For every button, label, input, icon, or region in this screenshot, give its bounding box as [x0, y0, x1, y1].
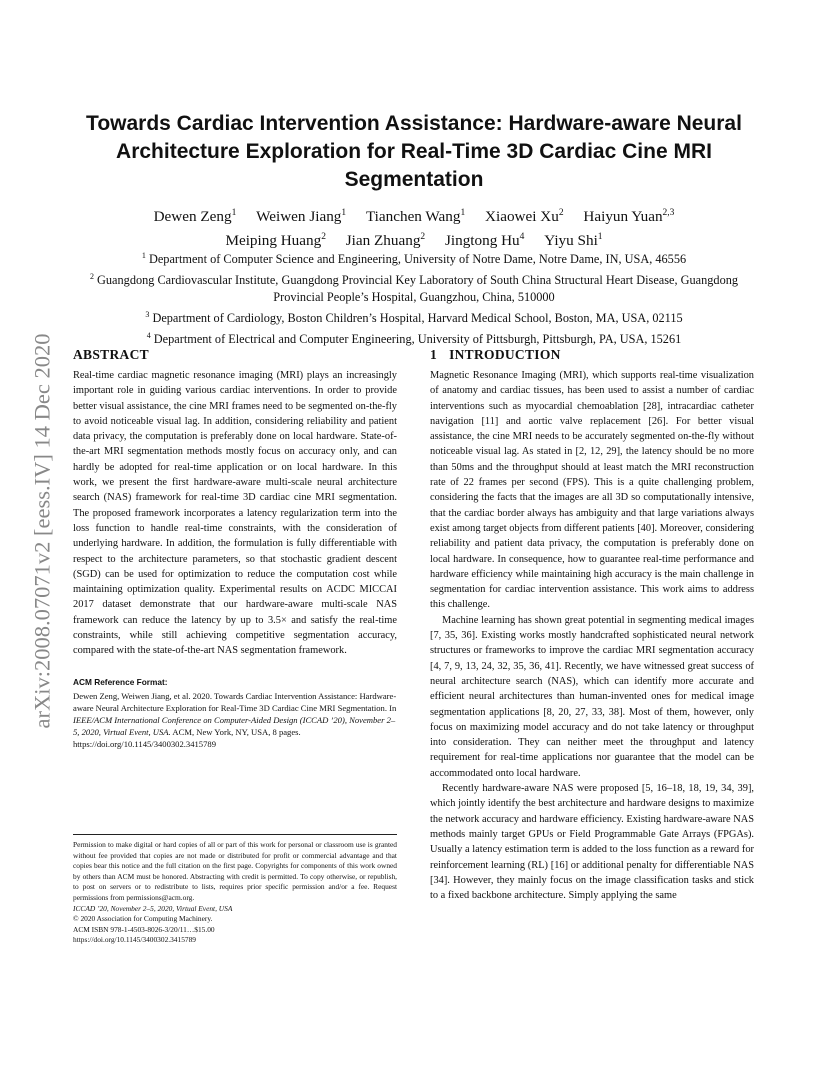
- affiliation: $^4$ Department of Electrical and Computer Engineering, University of Pittsburgh, Pittsburgh, PA, USA, 15261: [146, 331, 682, 347]
- author: Jian Zhuang$^2$: [345, 232, 426, 250]
- author: Haiyun Yuan$^{2,3}$: [583, 208, 675, 226]
- doi-line: https://doi.org/10.1145/3400302.3415789: [73, 935, 196, 945]
- author: Tianchen Wang$^1$: [365, 208, 466, 226]
- arxiv-identifier: arXiv:2008.07071v2 [eess.IV] 14 Dec 2020: [29, 333, 55, 729]
- author: Meiping Huang$^2$: [225, 232, 326, 250]
- permission-block: [73, 834, 397, 946]
- intro-paragraph: Recently hardware-aware NAS were proposed [5, 16–18, 18, 19, 34, 39], which jointly identify the best architecture and hardware designs to maximize the network accuracy and hardware efficiency. Existing hardware-aware NAS methods mainly target GPUs or Field Programmable Gate Arrays (FPGAs). Usually a latency estimation term is added to the loss function as a reward for reinforcement learning (RL) [16] or additional penalty for differentiable NAS [34]. However, they mainly focus on the image classification tasks and stick to a fixed backbone architecture. Simply applying the same: [430, 783, 754, 902]
- abstract-heading: ABSTRACT: [73, 347, 149, 362]
- author: Yiyu Shi$^1$: [544, 232, 603, 250]
- paper-title: Towards Cardiac Intervention Assistance: Hardware-aware Neural Architecture Exploration for Real-Time 3D Cardiac Cine MRI Segmentation: [86, 112, 742, 191]
- permission-notice: Permission to make digital or hard copies of all or part of this work for personal or classroom use is granted without fee provided that copies are not made or distributed for profit or commercial advantage and that copies bear this notice and the full citation on the first page. Copyrights for components of this work owned by others than ACM must be honored. Abstracting with credit is permitted. To copy otherwise, or republish, to post on servers or to redistribute to lists, requires prior specific permission and/or a fee. Request permissions from permissions@acm.org.: [73, 840, 397, 902]
- acm-reference-heading: ACM Reference Format:: [73, 676, 168, 687]
- affiliation: $^1$ Department of Computer Science and Engineering, University of Notre Dame, Notre Dame, IN, USA, 46556: [141, 251, 687, 267]
- author: Dewen Zeng$^1$: [153, 208, 237, 226]
- intro-paragraph: Magnetic Resonance Imaging (MRI), which supports real-time visualization of anatomy and cardiac tissues, has been used to assist a number of cardiac interventions such as myocardial chemoablation [28], intracardiac catheter navigation [11] and aortic valve replacement [26]. For better visual assistance, the cine MRI needs to be accurately segmented on-the-fly without noticeable visual lag. As stated in [2, 12, 29], the latency should be no more than 50ms and the throughput should at least match the MRI reconstruction rate of 22 frames per second (FPS). This is a quite challenging problem, considering the facts that the images are all 3D so computationally intensive, that the cardiac border always has ambiguity and that large variations always exist among target objects from different patients [40]. Moreover, considering reliability and patient data privacy, the computation is preferably done on local hardware. In consequence, how to guarantee real-time performance and hardware efficiency while maintaining high accuracy is the main challenge in segmentation for cardiac intervention assistance. This work aims to address this challenge.: [430, 370, 754, 611]
- isbn-line: ACM ISBN 978-1-4503-8026-3/20/11…$15.00: [73, 924, 215, 934]
- author: Xiaowei Xu$^2$: [485, 208, 564, 226]
- left-column: [73, 346, 397, 751]
- introduction-heading: 1 INTRODUCTION: [430, 347, 561, 362]
- conference-line: ICCAD ’20, November 2–5, 2020, Virtual Event, USA: [73, 903, 233, 913]
- author: Jingtong Hu$^4$: [444, 232, 525, 250]
- copyright-line: © 2020 Association for Computing Machinery.: [73, 914, 213, 924]
- affiliation: $^2$ Guangdong Cardiovascular Institute, Guangdong Provincial Key Laboratory of South China Structural Heart Disease, Guangdong Provincial People’s Hospital, Guangzhou, China, 510000: [89, 272, 739, 305]
- affiliation: $^3$ Department of Cardiology, Boston Children’s Hospital, Harvard Medical School, Boston, MA, USA, 02115: [145, 310, 683, 326]
- acm-reference-text: Dewen Zeng, Weiwen Jiang, et al. 2020. Towards Cardiac Intervention Assistance: Hardware-aware Neural Architecture Exploration for Real-Time 3D Cardiac Cine MRI Segmentation. In IEEE/ACM International Conference on Computer-Aided Design (ICCAD ’20), November 2–5, 2020, Virtual Event, USA. ACM, New York, NY, USA, 8 pages. https://doi.org/10.1145/3400302.3415789: [73, 690, 397, 750]
- arxiv-stamp: [18, 286, 66, 776]
- author: Weiwen Jiang$^1$: [256, 208, 347, 226]
- intro-paragraph: Machine learning has shown great potential in segmenting medical images [7, 35, 36]. Existing works mostly handcrafted sophisticated neural network structures or frameworks to improve the cardiac MRI segmentation accuracy [4, 7, 9, 13, 24, 32, 35, 36, 41]. Recently, we have witnessed great success of neural architecture search (NAS), which can identify more accurate and efficient neural architectures than human-invented ones for medical image segmentation applications [8, 20, 27, 33, 38]. Most of them, however, only focus on maximizing model accuracy and do not take latency or throughput into consideration. They can neither meet the throughput and latency requirement for real-time applications nor guarantee that the model can be accommodated onto local hardware.: [430, 614, 754, 779]
- affiliation-list: [70, 247, 758, 348]
- abstract-text: Real-time cardiac magnetic resonance imaging (MRI) plays an increasingly important role in guiding various cardiac interventions. In order to provide better visual assistance, the cine MRI frames need to be segmented on-the-fly to avoid noticeable visual lag. In addition, considering reliability and patient data privacy, the computation is preferably done on local hardware. State-of-the-art MRI segmentation methods mostly focus on accuracy only, and can hardly be adopted for real-time application or on local hardware. In this work, we present the first hardware-aware multi-scale neural architecture search (NAS) framework for real-time 3D cardiac cine MRI segmentation. The proposed framework incorporates a latency regularization term into the loss function to handle real-time constraints, with the consideration of underlying hardware. In addition, the formulation is fully differentiable with respect to the architecture parameters, so that stochastic gradient descent (SGD) can be used for optimization to reduce the computation cost while maintaining optimization quality. Experimental results on ACDC MICCAI 2017 dataset demonstrate that our hardware-aware multi-scale NAS framework can reduce the latency by up to 3.5× and satisfy the real-time constraints, while still achieving competitive segmentation accuracy, compared with the state-of-the-art NAS segmentation framework.: [73, 370, 397, 657]
- right-column: [430, 346, 754, 903]
- author-list: [90, 203, 738, 251]
